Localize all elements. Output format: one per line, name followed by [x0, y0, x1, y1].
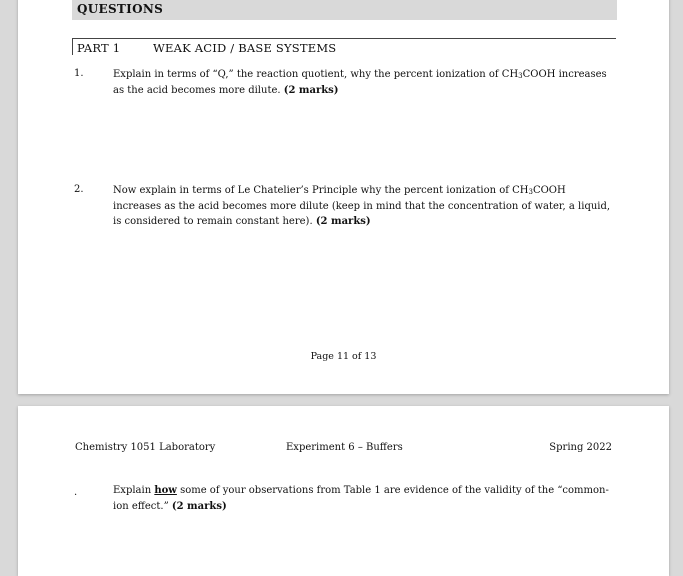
question-1-body-cont: COOH increases as the acid becomes more dilute. — [113, 69, 607, 96]
question-1-subscript: 3 — [518, 72, 523, 80]
question-3-body-post: some of your observations from Table 1 are evidence of the validity of the “common-ion effect.” — [113, 485, 609, 512]
question-2-text — [113, 183, 613, 230]
question-2-marks: (2 marks) — [315, 216, 371, 227]
question-3-how: how — [154, 485, 177, 496]
question-2-body-cont: COOH increases as the acid becomes more dilute (keep in mind that the concentration of water, a liquid, is considered to remain constant here). — [113, 185, 611, 227]
question-1-text — [113, 67, 613, 96]
document-page-11 — [18, 0, 669, 394]
part-title: WEAK ACID / BASE SYSTEMS — [153, 41, 337, 55]
question-2-number: 2. — [74, 184, 84, 195]
questions-heading: QUESTIONS — [77, 2, 164, 16]
question-1-body: Explain in terms of “Q,” the reaction quotient, why the percent ionization of CH — [113, 69, 519, 80]
document-page-12 — [18, 406, 669, 576]
part-1-box — [72, 38, 616, 55]
question-1-number: 1. — [74, 68, 84, 79]
question-2-body: Now explain in terms of Le Chatelier’s Principle why the percent ionization of CH — [113, 185, 529, 196]
question-3-marks: (2 marks) — [171, 500, 227, 512]
question-3-number: . — [74, 487, 78, 498]
page-number-footer: Page 11 of 13 — [310, 351, 377, 362]
header-experiment: Experiment 6 – Buffers — [286, 442, 403, 453]
question-3-text — [113, 483, 613, 514]
questions-header-bar — [72, 0, 617, 20]
question-1-marks: (2 marks) — [283, 84, 339, 96]
header-course: Chemistry 1051 Laboratory — [75, 442, 216, 453]
question-3-body-pre: Explain — [113, 485, 152, 496]
header-term: Spring 2022 — [549, 442, 612, 453]
part-label: PART 1 — [77, 41, 121, 55]
question-2-subscript: 3 — [528, 188, 533, 196]
